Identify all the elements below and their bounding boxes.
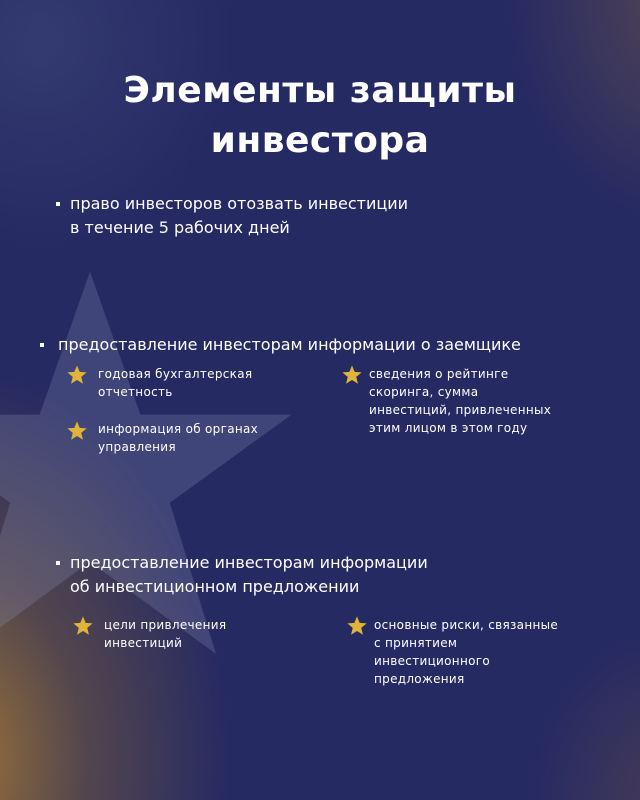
bullet-dot xyxy=(40,343,44,347)
bullet-text-line: предоставление инвесторам информации xyxy=(70,553,428,572)
list-item-text: с принятием xyxy=(374,636,458,650)
page-title-line-2: инвестора xyxy=(210,120,430,161)
list-item-text: информация об органах xyxy=(98,422,259,436)
bullet-withdraw-right xyxy=(56,192,408,240)
list-item-text: предложения xyxy=(374,672,465,686)
bullet-text-line: в течение 5 рабочих дней xyxy=(70,218,290,237)
bullet-text-line: предоставление инвесторам информации о заемщике xyxy=(58,335,521,354)
list-item-text: сведения о рейтинге xyxy=(369,367,509,381)
star-icon xyxy=(346,615,368,637)
bullet-borrower-info xyxy=(40,333,521,357)
bullet-text-line: право инвесторов отозвать инвестиции xyxy=(70,194,409,213)
background-star-shape xyxy=(0,255,300,675)
page-title-line-1: Элементы защиты xyxy=(123,70,517,111)
page-title xyxy=(0,66,640,166)
list-item-investment-goals xyxy=(104,616,226,652)
list-item-management-info xyxy=(98,420,258,456)
list-item-text: скоринга, сумма xyxy=(369,385,479,399)
list-item-main-risks xyxy=(374,616,558,688)
list-item-text: отчетность xyxy=(98,385,173,399)
star-icon xyxy=(66,420,88,442)
star-icon xyxy=(341,364,363,386)
list-item-text: инвестиционного xyxy=(374,654,490,668)
bullet-text-line: об инвестиционном предложении xyxy=(70,577,360,596)
list-item-scoring-info xyxy=(369,365,551,437)
list-item-text: инвестиций, привлеченных xyxy=(369,403,552,417)
list-item-text: этим лицом в этом году xyxy=(369,421,528,435)
star-icon xyxy=(72,615,94,637)
star-icon xyxy=(66,364,88,386)
list-item-text: годовая бухгалтерская xyxy=(98,367,253,381)
list-item-text: основные риски, связанные xyxy=(374,618,559,632)
list-item-text: цели привлечения xyxy=(104,618,227,632)
list-item-annual-report xyxy=(98,365,252,401)
list-item-text: инвестиций xyxy=(104,636,183,650)
bullet-dot xyxy=(56,561,60,565)
bullet-dot xyxy=(56,202,60,206)
list-item-text: управления xyxy=(98,440,176,454)
bullet-offer-info xyxy=(56,551,428,599)
